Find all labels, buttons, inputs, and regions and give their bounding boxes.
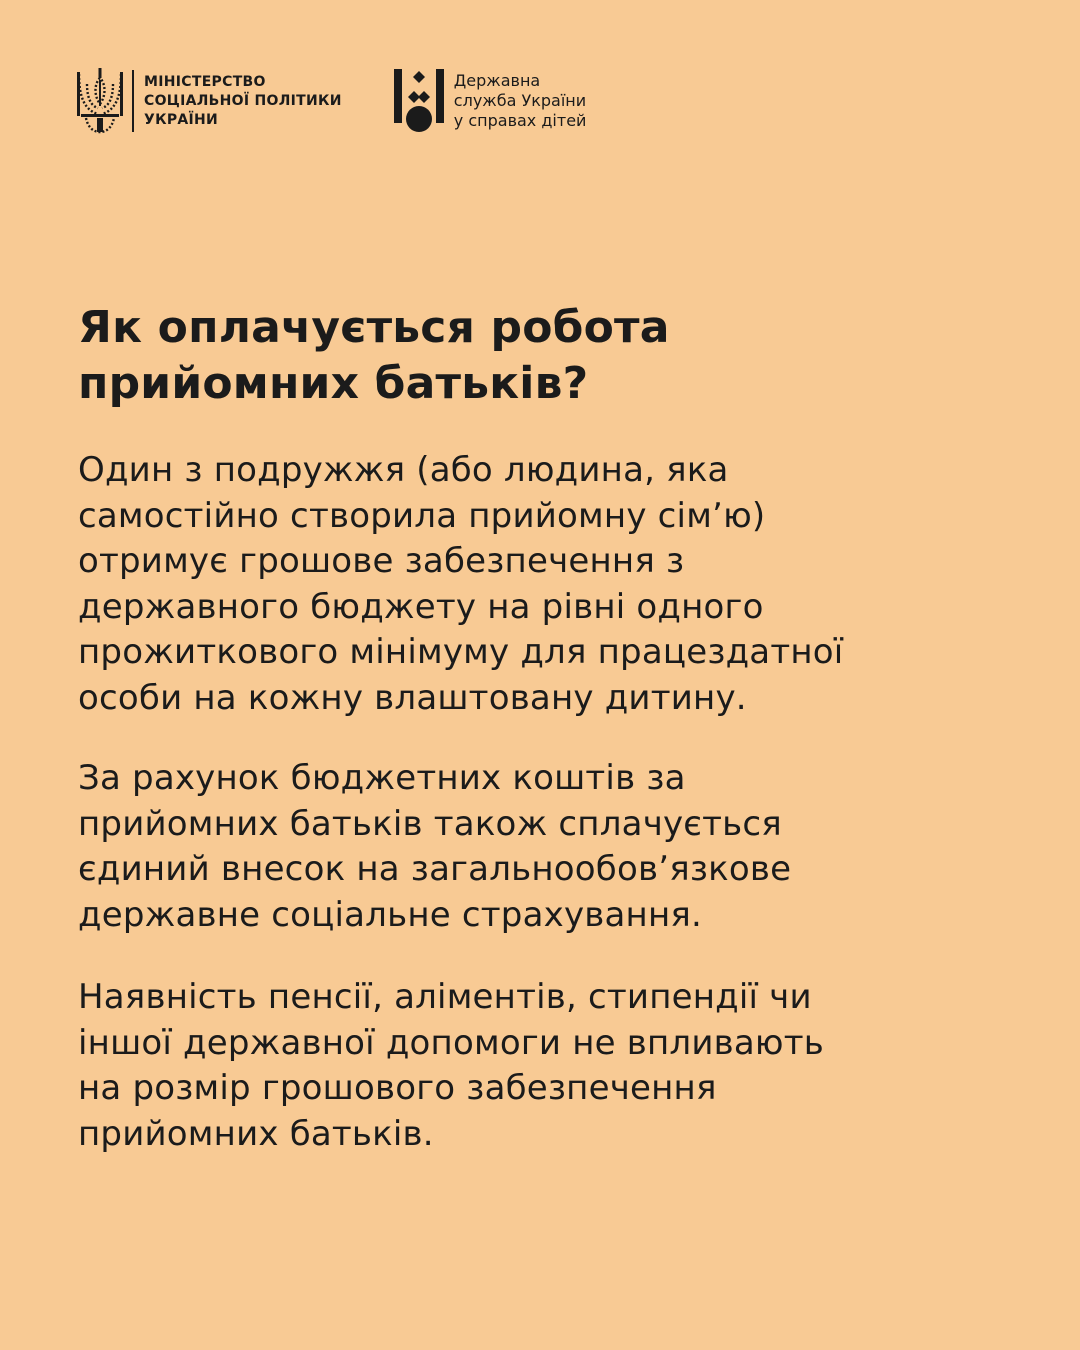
trident-emblem-icon <box>76 66 124 136</box>
ministry-name <box>144 73 342 130</box>
service-name-line-2: служба України <box>453 91 587 110</box>
header <box>76 66 586 136</box>
paragraph-line: іншої державної допомоги не впливають <box>78 1022 824 1063</box>
paragraph-line: державне соціальне страхування. <box>78 894 703 935</box>
service-logo <box>394 69 587 133</box>
children-service-logo-icon <box>394 69 444 133</box>
title-line-2: прийомних батьків? <box>78 358 589 409</box>
service-name-line-1: Державна <box>453 71 541 90</box>
paragraph-social-contribution <box>78 756 1038 938</box>
paragraph-line: єдиний внесок на загальнообов’язкове <box>78 849 792 889</box>
ministry-name-line-2: СОЦІАЛЬНОЇ ПОЛІТИКИ <box>144 92 342 109</box>
paragraph-payment <box>78 448 1038 721</box>
paragraph-line: особи на кожну влаштовану дитину. <box>78 677 747 718</box>
paragraph-line: на розмір грошового забезпечення <box>78 1068 717 1108</box>
paragraph-line: державного бюджету на рівні одного <box>78 586 764 627</box>
paragraph-line: Наявність пенсії, аліментів, стипендії чи <box>78 977 812 1017</box>
page-title <box>78 300 1018 412</box>
paragraph-line: прожиткового мінімуму для працездатної <box>78 632 844 672</box>
ministry-name-line-3: УКРАЇНИ <box>144 111 219 128</box>
paragraph-line: За рахунок бюджетних коштів за <box>78 758 686 798</box>
paragraph-line: самостійно створила прийомну сім’ю) <box>78 495 766 536</box>
paragraph-line: Один з подружжя (або людина, яка <box>78 450 729 490</box>
title-line-1: Як оплачується робота <box>78 302 670 353</box>
paragraph-other-benefits <box>78 975 1038 1157</box>
paragraph-line: отримує грошове забезпечення з <box>78 541 685 581</box>
paragraph-line: прийомних батьків також сплачується <box>78 803 782 844</box>
service-name-line-3: у справах дітей <box>453 111 587 130</box>
paragraph-line: прийомних батьків. <box>78 1113 434 1154</box>
ministry-name-line-1: МІНІСТЕРСТВО <box>144 73 266 90</box>
ministry-logo <box>76 66 342 136</box>
logo-divider <box>132 70 134 132</box>
service-name <box>454 71 587 131</box>
